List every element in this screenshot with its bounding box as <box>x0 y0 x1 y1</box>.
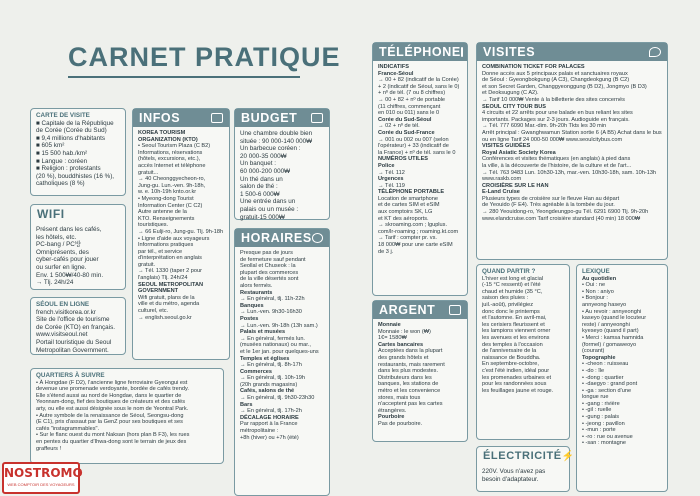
text-line: et son Secret Garden, Changgyeonggung (B D2), Jongmyo (B D3) <box>482 83 647 90</box>
text-line: l'opérateur) + 33 (indicatif de <box>378 143 449 150</box>
wifi-section <box>30 204 126 290</box>
text-line: • -cheon : ruisseau <box>582 361 629 368</box>
text-line: Conférences et visites thématiques (en anglais) à pied dans <box>482 156 631 163</box>
text-line: w. e. 10h-19h knto.or.kr <box>138 189 197 196</box>
text-line: → Tarif : compter pr. vs. <box>378 235 437 242</box>
text-line: devenue une promenade verdoyante, bordée de cafés trendy. <box>36 386 189 393</box>
text-line: Un barbecue coréen : <box>240 145 301 153</box>
text-lines <box>482 64 662 222</box>
text-line: palais ou un musée : <box>240 205 299 213</box>
text-line: → 00 + 82 + nº de portable <box>378 96 446 103</box>
quand-section <box>476 264 570 440</box>
text-line: les hôtels, etc. <box>36 233 77 241</box>
text-line: longue rue <box>582 394 609 401</box>
text-line: France-Séoul <box>378 70 414 77</box>
text-line: • Merci : kamsa hamnida <box>582 334 644 341</box>
text-line: ou en ligne Tarif 24 000-50 000₩ www.seoulcitybus.com <box>482 136 623 143</box>
text-line: en 010 ou 011) sans le 0 <box>378 110 440 117</box>
text-line: restaurants, mais rarement <box>378 361 445 368</box>
logo-name: NOSTROMO <box>4 466 83 480</box>
text-line: → En général, tlj. 17h-2h <box>240 408 302 415</box>
text-line: ou surfer en ligne. <box>36 263 87 271</box>
text-line: Temples et églises <box>240 355 290 362</box>
text-line: Restaurants <box>240 289 273 296</box>
text-line: dans les plus modestes. <box>378 368 439 375</box>
text-line: E-Land Cruise <box>482 189 520 196</box>
text-line: des temples à l'occasion <box>482 341 543 348</box>
text-line: → Tlj. 24h/24 <box>36 279 74 287</box>
horaires-header <box>235 229 329 247</box>
text-line: Elle s'étend aussi au nord de Hongdae, dans le quartier de <box>36 392 182 399</box>
text-line: Site de l'office de tourisme <box>36 316 110 324</box>
text-line: • -san : montagne <box>582 440 626 447</box>
text-line: Une chambre double bien <box>240 130 313 137</box>
text-line: • -daegyo : grand pont <box>582 381 638 388</box>
page-title: CARNET PRATIQUE <box>68 42 341 72</box>
argent-section <box>372 300 468 442</box>
electricite-section <box>476 446 575 492</box>
text-line: Urgences <box>378 176 404 183</box>
text-line: de Séoul : Gyeongbokgung (A C3), Changdeokgung (B C2) <box>482 77 630 84</box>
text-line: Commerces <box>240 368 273 375</box>
text-line: ■ Capitale de la République <box>36 119 114 127</box>
text-line: les lampions viennent orner <box>482 328 551 335</box>
text-line: kaseyo (quand le locuteur <box>582 315 647 322</box>
text-lines <box>36 380 218 453</box>
text-line: → En général, tlj. 8h-17h <box>240 362 302 369</box>
text-line: • -do : île <box>582 367 605 374</box>
argent-heading: ARGENT <box>379 303 436 317</box>
text-line: c'est l'été indien, idéal pour <box>482 367 550 374</box>
text-line: + nº de tél. (7 ou 8 chiffres) <box>378 90 446 97</box>
text-line: Postes <box>240 315 259 322</box>
quartiers-heading: QUARTIERS À SUIVRE <box>36 372 105 379</box>
text-line: accès Internet et téléphone <box>138 162 206 169</box>
text-line: de 3 j. <box>378 248 394 255</box>
text-line: → 66 Eulji-ro, Jung-gu. Tlj. 9h-18h <box>138 228 224 235</box>
text-line: cafés "instagrammables". <box>36 425 100 432</box>
text-line: 1€= 1580₩ <box>378 335 407 342</box>
text-line: PC-bang / PC방 <box>36 241 81 249</box>
text-line: GOVERNMENT <box>138 288 179 295</box>
text-line: ORGANIZATION (KTO) <box>138 136 198 143</box>
lexique-heading: LEXIQUE <box>582 268 610 275</box>
text-line: → Tél. 112 <box>378 169 405 176</box>
text-line: ■ Langue : coréen <box>36 157 88 165</box>
text-line: Env. 1 500₩/40-80 min. <box>36 271 104 279</box>
text-lines <box>36 226 120 287</box>
nostromo-logo <box>2 462 83 494</box>
visites-header <box>477 43 667 61</box>
text-line: • Non : aniyo <box>582 288 614 295</box>
text-line: • -mun : porte <box>582 427 616 434</box>
quand-heading: QUAND PARTIR ? <box>482 268 536 275</box>
text-line: banques, les stations de <box>378 381 439 388</box>
text-line: naissance de Bouddha. <box>482 354 541 361</box>
text-line: touristiques. <box>138 222 169 229</box>
text-line: + 2 (indicatif de Séoul, sans le 0) <box>378 83 460 90</box>
text-line: Palais et musées <box>240 329 286 336</box>
logo-tagline: WEB COMPTOIR DES VOYAGEURS <box>7 482 75 487</box>
text-line: gratuit-15 000₩ <box>240 213 285 221</box>
text-line: 1 500-6 000₩ <box>240 190 280 198</box>
text-lines <box>138 130 224 321</box>
text-line: (11 chiffres, commençant <box>378 103 441 110</box>
text-line: • -gung : palais <box>582 414 620 421</box>
text-line: www.raskb.com <box>482 176 522 183</box>
text-line: métropolitaine : <box>240 428 279 435</box>
text-line: Par rapport à la France <box>240 421 298 428</box>
text-line: n'acceptent pas les cartes <box>378 401 443 408</box>
text-line: Distributeurs dans les <box>378 374 432 381</box>
text-line: Informations, réservations <box>138 149 203 156</box>
text-line: plupart des commerces <box>240 269 299 276</box>
text-line: L'hiver est long et glacial <box>482 275 544 282</box>
text-line: Acceptées dans la plupart <box>378 348 443 355</box>
text-line: • Bonjour : <box>582 295 608 302</box>
text-line: → skroaming.com ; lguplus. <box>378 222 448 229</box>
text-lines <box>240 130 324 221</box>
infos-heading: INFOS <box>139 111 181 125</box>
text-line: → 02 + nº de tél. <box>378 123 420 130</box>
text-line: donc donc le printemps <box>482 308 540 315</box>
text-line: → 001 ou 002 ou 007 (selon <box>378 136 449 143</box>
text-line: annyeong haseyo <box>582 301 627 308</box>
infos-section <box>132 108 230 360</box>
argent-header <box>373 301 467 319</box>
lexique-section <box>576 264 668 492</box>
text-line: Seollal et Chuseok : la <box>240 263 296 270</box>
clock-icon <box>312 233 323 243</box>
money-icon <box>449 305 461 315</box>
text-line: besoin d'adaptateur. <box>482 475 539 483</box>
text-line: → 280 Yeouidong-ro, Yeongdeungpo-gu Tél. 6291 6900 Tlj. 9h-20h <box>482 209 649 216</box>
electricite-header <box>477 447 575 465</box>
text-line: (-15 °C ressenti) et l'été <box>482 282 541 289</box>
text-line: la ville, à la découverte de l'histoire, de la culture et de l'art... <box>482 162 632 169</box>
text-line: et Deoksugung (C A2). <box>482 90 539 97</box>
text-line: → En général, tlj. 10h-19h <box>240 375 305 382</box>
text-line: catholiques (8 %) <box>36 180 85 188</box>
electricite-heading: ÉLECTRICITÉ <box>483 450 562 462</box>
text-line: KTO. Renseignements <box>138 215 195 222</box>
text-lines <box>378 322 462 428</box>
info-icon <box>211 113 223 123</box>
text-line: située : 90 000-140 000₩ <box>240 137 313 145</box>
text-line: 60 000-200 000₩ <box>240 167 291 175</box>
telephone-section <box>372 42 468 296</box>
horaires-heading: HORAIRES <box>241 231 312 245</box>
text-line: Information Center (C C2) <box>138 202 203 209</box>
text-line: • -dong : quartier <box>582 374 624 381</box>
text-line: (hôtels, excursions, etc.), <box>138 156 201 163</box>
text-line: alors fermés. <box>240 282 273 289</box>
text-line: ■ Religion : protestants <box>36 165 101 173</box>
text-line: 220V. Vous n'avez pas <box>482 468 546 475</box>
text-line: SEOUL METROPOLITAN <box>138 281 204 288</box>
budget-heading: BUDGET <box>241 111 298 125</box>
text-line: 18 000₩ pour une carte eSIM <box>378 242 453 249</box>
telephone-heading: TÉLÉPHONE <box>379 45 461 59</box>
text-line: → english.seoul.go.kr <box>138 314 192 321</box>
text-line: COMBINATION TICKET FOR PALACES <box>482 64 585 70</box>
text-line: Pas de pourboire. <box>378 420 423 427</box>
text-line: • -jeong : pavillon <box>582 420 625 427</box>
text-line: 20 000-35 000₩ <box>240 152 287 160</box>
text-lines <box>36 309 120 355</box>
text-line: Au quotidien <box>582 275 617 282</box>
text-line: ■ 605 km² <box>36 142 65 150</box>
text-line: • Au revoir : annyeonghi <box>582 308 642 315</box>
text-line: → Tarif 10 000₩ Vente à la billetterie des sites concernés <box>482 96 625 103</box>
text-line: INDICATIFS <box>378 64 409 70</box>
text-line: salon de thé : <box>240 183 278 191</box>
text-line: → Tél. 1330 (taper 2 pour <box>138 268 202 275</box>
text-line: +8h (hiver) ou +7h (été) <box>240 434 299 441</box>
text-line: Donne accès aux 5 principaux palais et sanctuaires royaux <box>482 70 628 77</box>
text-line: et le 1er jan. pour quelques-uns <box>240 348 319 355</box>
text-line: Cartes bancaires <box>378 341 424 348</box>
text-line: Un banquet : <box>240 160 277 168</box>
text-line: (20 %), bouddhistes (16 %), <box>36 172 115 180</box>
text-line: de fermeture sauf pendant <box>240 256 306 263</box>
text-line: → En général, fermés lun. <box>240 335 305 342</box>
text-line: (courant) <box>582 348 605 355</box>
text-line: des grands hôtels et <box>378 354 429 361</box>
text-line: la France) + nº de tél. sans le 0 <box>378 149 456 156</box>
text-line: Portail touristique du Seoul <box>36 338 112 346</box>
text-line: NUMÉROS UTILES <box>378 156 429 163</box>
text-line: saison des pluies : <box>482 295 529 302</box>
visites-heading: VISITES <box>483 45 536 59</box>
carte-section <box>30 108 126 196</box>
wifi-heading: WIFI <box>37 207 65 221</box>
carte-heading: CARTE DE VISITE <box>36 112 90 119</box>
text-line: Corée du Sud-France <box>378 129 435 136</box>
text-line: de la ville désertés sont <box>240 276 299 283</box>
text-line: Corée du Sud-Séoul <box>378 116 432 123</box>
text-line: et KT des aéroports. <box>378 215 429 222</box>
text-line: Autre antenne de la <box>138 209 187 216</box>
text-line: www.visitseoul.net <box>36 331 88 339</box>
horaires-section <box>234 228 330 496</box>
text-line: métro et les convenience <box>378 387 441 394</box>
text-line: Plusieurs types de croisière sur le fleuve Han au départ <box>482 195 620 202</box>
text-line: Presque pas de jours <box>240 250 293 256</box>
text-line: Royal Asiatic Society Korea <box>482 149 556 156</box>
text-line: • Ligne d'aide aux voyageurs <box>138 235 210 242</box>
text-line: et de cartes SIM et eSIM <box>378 202 440 209</box>
text-line: En septembre-octobre, <box>482 361 539 368</box>
text-line: de Yeouido (F E4). Très agréable à la tombée du jour. <box>482 202 615 209</box>
text-line: → 40 Cheonggyecheon-ro, <box>138 176 206 183</box>
lightning-icon: ⚡ <box>561 450 575 462</box>
text-line: gratuit... <box>138 169 159 176</box>
text-line: arty, ou elle est aussi désignée sous le nom de Yeontral Park. <box>36 405 189 412</box>
text-line: • -ga : section d'une <box>582 387 632 394</box>
wallet-icon <box>311 113 323 123</box>
text-line: CROISIÈRE SUR LE HAN <box>482 182 549 189</box>
map-pin-icon <box>649 47 661 57</box>
text-lines <box>582 276 662 447</box>
text-line: cyber-cafés pour jouer <box>36 256 99 264</box>
text-line: par tél., et service <box>138 248 183 255</box>
text-line: 4 circuits et 22 arrêts pour une balade en bus reliant les sites <box>482 110 633 117</box>
text-line: VISITES GUIDÉES <box>482 143 531 150</box>
text-line: • Oui : ne <box>582 282 606 289</box>
text-line: ville et du métro, agenda <box>138 301 200 308</box>
text-line: Monnaie <box>378 322 401 328</box>
text-line: (E C1), pris d'assaut par la GenZ pour ses boutiques et ses <box>36 419 183 426</box>
text-line: les avenues et les environs <box>482 334 550 341</box>
text-line: les promenades urbaines et <box>482 374 552 381</box>
text-lines <box>378 64 462 255</box>
text-line: ■ 15 500 hab./km² <box>36 149 88 157</box>
text-line: l'anglais) Tlj. 24h/24 <box>138 275 188 282</box>
text-line: reste) / annyeonghi <box>582 321 630 328</box>
text-line: Informations pratiques <box>138 242 194 249</box>
visites-section <box>476 42 668 260</box>
text-line: Banques <box>240 302 264 309</box>
text-line: de Corée (Corée du Sud) <box>36 127 107 135</box>
text-line: • -gang : rivière <box>582 400 620 407</box>
text-line: Un thé dans un <box>240 175 283 183</box>
text-line: (20h grands magasins) <box>240 381 298 388</box>
text-line: kyeseyo (quand il part) <box>582 328 639 335</box>
text-line: Omniprésents, des <box>36 248 89 256</box>
text-line: (formel) / gomaweoyo <box>582 341 637 348</box>
text-line: KOREA TOURISM <box>138 130 186 136</box>
text-line: Metropolitan Government. <box>36 346 109 354</box>
text-line: ■ 9,4 millions d'habitants <box>36 134 106 142</box>
text-line: Cafés, salons de thé <box>240 388 295 395</box>
text-line: d'interprétation en anglais <box>138 255 202 262</box>
text-line: de Corée (KTO) en français. <box>36 323 115 331</box>
text-line: • Seoul Tourism Plaza (C B2) <box>138 143 211 150</box>
text-line: DÉCALAGE HORAIRE <box>240 414 299 421</box>
text-lines <box>240 250 324 441</box>
text-line: → En général, tlj. 9h30-23h30 <box>240 395 315 402</box>
text-line: importants. Packages sur 2-3 jours. Audioguide en français. <box>482 116 630 123</box>
text-line: → En général, tlj. 11h-22h <box>240 296 305 303</box>
text-line: • -gil : ruelle <box>582 407 612 414</box>
text-line: gratuit. <box>138 261 156 268</box>
text-line: les feuillages jaune et rouge. <box>482 387 554 394</box>
text-line: aux comptoirs SK, LG <box>378 209 433 216</box>
budget-header <box>235 109 329 127</box>
text-line: Jung-gu. Lun.-ven. 9h-18h, <box>138 182 206 189</box>
text-lines <box>482 276 564 395</box>
text-line: Présent dans les cafés, <box>36 226 102 233</box>
text-line: culturel, etc. <box>138 308 169 315</box>
text-line: Police <box>378 162 395 169</box>
text-line: • À Hongdae (F D2), l'ancienne ligne ferroviaire Gyeongui est <box>36 379 188 386</box>
seoul-en-ligne-heading: SÉOUL EN LIGNE <box>36 301 90 308</box>
text-line: → Lun.-ven. 9h-18h (13h sam.) <box>240 322 318 329</box>
text-line: en pentes du quartier d'Ihwa-dong sont le terrain de jeux des <box>36 438 187 445</box>
text-line: → 00 + 82 (indicatif de la Corée) <box>378 77 459 84</box>
text-line: étrangères. <box>378 407 407 414</box>
infos-header <box>133 109 229 127</box>
text-line: • -ro : rue ou avenue <box>582 433 633 440</box>
text-line: www.elandcruise.com Tarif croisière standard (40 min) 18 000₩ <box>482 215 641 222</box>
text-line: et l'automne. En avril-mai, <box>482 315 547 322</box>
title-underline <box>68 76 300 78</box>
text-line: stores, mais tous <box>378 394 421 401</box>
text-line: Topographie <box>582 354 616 361</box>
text-lines <box>482 468 564 483</box>
text-line: Location de smartphone <box>378 195 439 202</box>
text-line: com/lr-roaming ; roaming.kt.com <box>378 228 459 235</box>
text-line: Monnaie : le won (₩) <box>378 328 431 335</box>
text-line: → Tél. 777 6090 Mar.-dim. 9h-20h Tkts les 30 min <box>482 123 607 130</box>
text-line: Yeonnam-dong, fief des boutiques de créateurs et des cafés <box>36 399 186 406</box>
text-line: french.visitkorea.or.kr <box>36 308 96 316</box>
text-line: Bars <box>240 401 253 408</box>
text-line: les cerisiers fleurissent et <box>482 321 545 328</box>
text-line: chaud et humide (35 °C, <box>482 288 543 295</box>
budget-section <box>234 108 330 220</box>
text-line: • Sur le flanc ouest du mont Naksan (hors plan B F3), les rues <box>36 432 190 439</box>
text-line: • Myeong-dong Tourist <box>138 195 194 202</box>
text-line: Pourboire <box>378 414 405 421</box>
text-line: de l'anniversaire de la <box>482 348 537 355</box>
text-lines <box>36 120 120 188</box>
text-line: → Tél. 119 <box>378 182 405 189</box>
text-line: juil.-août), privilégiez <box>482 301 533 308</box>
telephone-header <box>373 43 467 61</box>
text-line: pour les randonnées sous <box>482 381 547 388</box>
text-line: TÉLÉPHONE PORTABLE <box>378 189 445 196</box>
text-line: (musées nationaux) ou mar., <box>240 342 311 349</box>
text-line: Wifi gratuit, plans de la <box>138 294 195 301</box>
text-line: SEOUL CITY TOUR BUS <box>482 103 547 110</box>
text-line: Arrêt principal : Gwanghwamun Station sortie 6 (A B5) Achat dans le bus <box>482 129 662 136</box>
phone-icon <box>461 47 463 57</box>
text-line: → Lun.-ven. 9h30-16h30 <box>240 309 302 316</box>
text-line: • Autre symbole de la renaissance de Séoul, Seongsu-dong <box>36 412 184 419</box>
seoul-en-ligne-section <box>30 297 126 355</box>
quartiers-section <box>30 368 224 464</box>
text-line: graffeurs ! <box>36 445 62 452</box>
text-line: → Tél. 763 9483 Lun. 10h30-13h, mar.-ven. 10h30-18h, sam. 10h-13h <box>482 169 657 176</box>
text-line: Une entrée dans un <box>240 198 296 206</box>
